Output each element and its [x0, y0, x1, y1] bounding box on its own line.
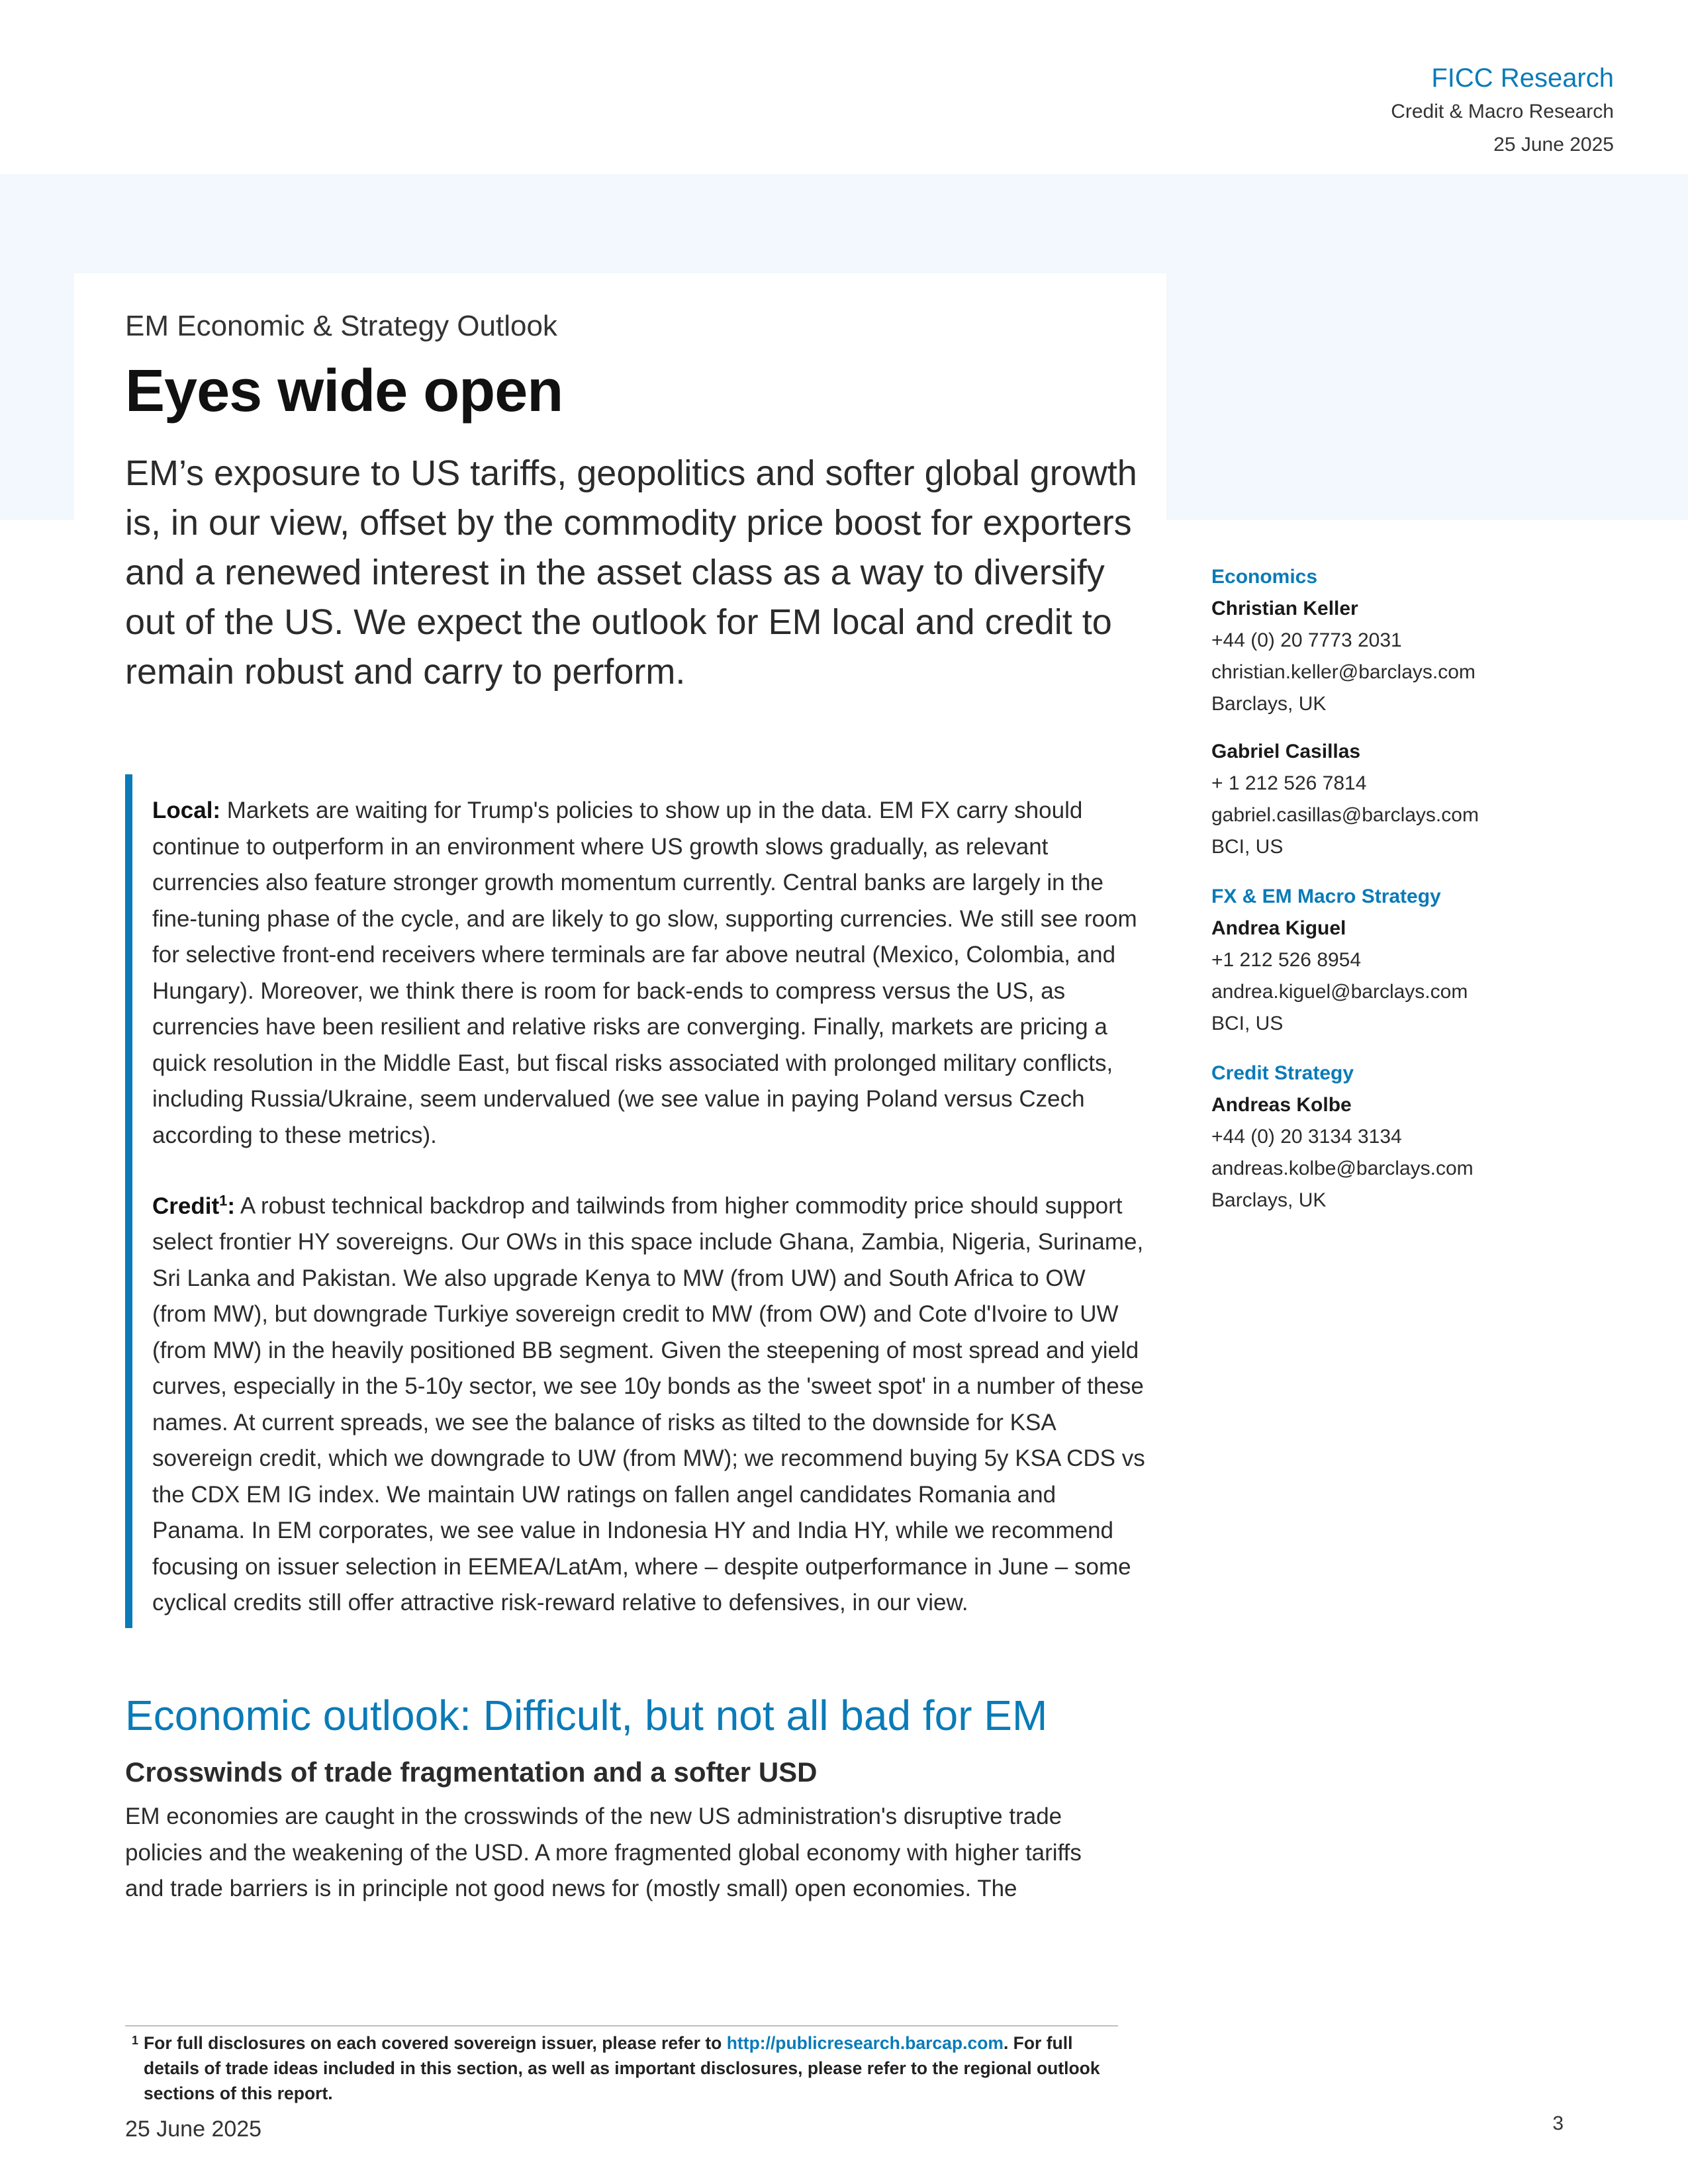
- fx-em-section: [1211, 881, 1582, 1040]
- credit-paragraph: [152, 1183, 1145, 1621]
- analyst-name: Andrea Kiguel: [1211, 917, 1346, 939]
- analyst-phone: + 1 212 526 7814: [1211, 772, 1367, 794]
- analyst-name: Gabriel Casillas: [1211, 741, 1361, 762]
- analyst-phone: +44 (0) 20 7773 2031: [1211, 629, 1402, 651]
- footnote-divider: [125, 2025, 1118, 2026]
- credit-text: A robust technical backdrop and tailwinds from higher commodity price should support select frontier HY sovereigns. Our OWs in this space include Ghana, Zambia, Nigeria, Suriname, Sri Lanka and Pakistan. We also upgrade Kenya to MW (from UW) and South Africa to OW (from MW), but downgrade Turkiye sovereign credit to MW (from OW) and Cote d'Ivoire to UW (from MW) in the heavily positioned BB segment. Given the steepening of most spread and yield curves, especially in the 5-10y sector, we see 10y bonds as the 'sweet spot' in a number of these names. At current spreads, we see the balance of risks as tilted to the downside for KSA sovereign credit, which we downgrade to UW (from MW); we recommend buying 5y KSA CDS vs the CDX EM IG index. We maintain UW ratings on fallen angel candidates Romania and Panama. In EM corporates, we see value in Indonesia HY and India HY, while we recommend focusing on issuer selection in EEMEA/LatAm, where – despite outperformance in June – some cyclical credits still offer attractive risk-reward relative to defensives, in our view.: [152, 1193, 1145, 1616]
- analyst-email[interactable]: gabriel.casillas@barclays.com: [1211, 804, 1479, 826]
- fx-em-title: FX & EM Macro Strategy: [1211, 886, 1441, 907]
- analyst-phone: +1 212 526 8954: [1211, 949, 1362, 971]
- report-series: EM Economic & Strategy Outlook: [125, 310, 557, 342]
- report-summary: EM’s exposure to US tariffs, geopolitics and softer global growth is, in our view, offset by the commodity price boost for exporters and a renewed interest in the asset class as a way to diversify out of the US. We expect the outlook for EM local and credit to remain robust and carry to perform.: [125, 453, 1137, 692]
- credit-strategy-section: [1211, 1058, 1582, 1216]
- local-text: Markets are waiting for Trump's policies to show up in the data. EM FX carry should continue to outperform in an environment where US growth slows gradually, as relevant currencies also feature stronger growth momentum currently. Central banks are largely in the fine-tuning phase of the cycle, and are likely to go slow, supporting currencies. We still see room for selective front-end receivers where terminals are far above neutral (Mexico, Colombia, and Hungary). Moreover, we think there is room for back-ends to compress versus the US, as currencies have been resilient and relative risks are converging. Finally, markets are pricing a quick resolution in the Middle East, but fiscal risks associated with prolonged military conflicts, including Russia/Ukraine, seem undervalued (we see value in paying Poland versus Czech according to these metrics).: [152, 797, 1137, 1148]
- page-number: 3: [1552, 2113, 1564, 2134]
- analyst-sidebar: [1211, 561, 1582, 1234]
- economics-title: Economics: [1211, 566, 1318, 588]
- footnote-marker: 1: [132, 2034, 139, 2047]
- section-subheading: Crosswinds of trade fragmentation and a softer USD: [125, 1756, 818, 1788]
- analyst-email[interactable]: andreas.kolbe@barclays.com: [1211, 1158, 1474, 1179]
- analyst-entity: Barclays, UK: [1211, 1189, 1327, 1211]
- credit-label: Credit$^1$:: [152, 1192, 236, 1219]
- footer-date: 25 June 2025: [125, 2116, 262, 2142]
- highlights-box: [125, 774, 1145, 1628]
- brand-label: FICC Research: [1431, 64, 1614, 93]
- analyst-entity: Barclays, UK: [1211, 693, 1327, 715]
- analyst-name: Andreas Kolbe: [1211, 1094, 1352, 1116]
- footnote: [132, 2030, 1130, 2106]
- analyst-contact: [1211, 736, 1582, 863]
- analyst-entity: BCI, US: [1211, 1013, 1284, 1034]
- report-title: Eyes wide open: [125, 358, 563, 424]
- economics-section: [1211, 561, 1582, 863]
- analyst-email[interactable]: andrea.kiguel@barclays.com: [1211, 981, 1468, 1003]
- analyst-entity: BCI, US: [1211, 836, 1284, 858]
- disclosure-link[interactable]: http://publicresearch.barcap.com: [726, 2033, 1004, 2053]
- analyst-contact: [1211, 1089, 1582, 1216]
- analyst-name: Christian Keller: [1211, 598, 1358, 619]
- header-subtitle: Credit & Macro Research: [1391, 101, 1614, 122]
- local-paragraph: [152, 793, 1145, 1154]
- report-header: [1391, 61, 1614, 161]
- section-body: EM economies are caught in the crosswinds of the new US administration's disruptive trade policies and the weakening of the USD. A more fragmented global economy with higher tariffs and trade barriers is in principle not good news for (mostly small) open economies. The: [125, 1803, 1082, 1901]
- footnote-ref[interactable]: 1: [219, 1192, 228, 1208]
- credit-strategy-title: Credit Strategy: [1211, 1062, 1354, 1084]
- footnote-text-after: . For full details of trade ideas included in this section, as well as important disclosures, please refer to the regional outlook sections of this report.: [144, 2033, 1100, 2103]
- analyst-phone: +44 (0) 20 3134 3134: [1211, 1126, 1402, 1148]
- local-label: Local:: [152, 797, 221, 823]
- footnote-text-before: For full disclosures on each covered sovereign issuer, please refer to: [144, 2033, 727, 2053]
- section-heading: Economic outlook: Difficult, but not all bad for EM: [125, 1692, 1048, 1739]
- header-date: 25 June 2025: [1493, 134, 1614, 156]
- analyst-email[interactable]: christian.keller@barclays.com: [1211, 661, 1476, 683]
- analyst-contact: [1211, 913, 1582, 1040]
- analyst-contact: [1211, 593, 1582, 720]
